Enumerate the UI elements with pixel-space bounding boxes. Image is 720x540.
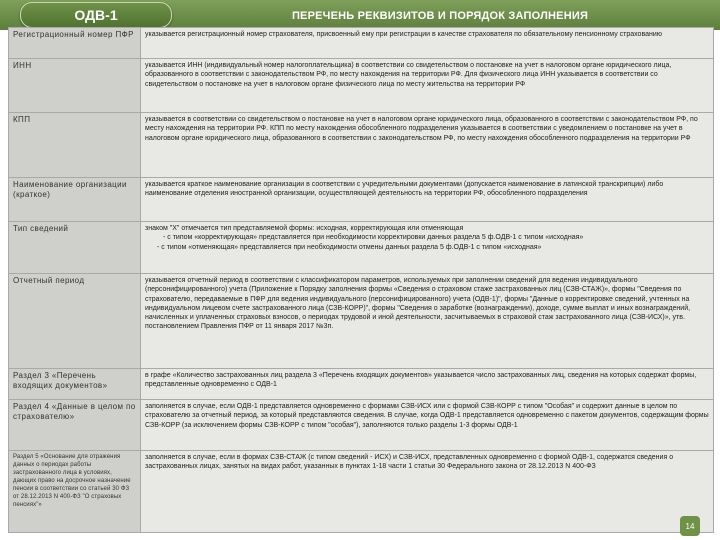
row-text: в графе «Количество застрахованных лиц раздела 3 «Перечень входящих документов» указывается число застрахованных лиц, сведения на которых содержат формы, представленные одновременно с ОДВ-1 (141, 369, 714, 400)
row-label: ИНН (9, 59, 141, 113)
row-text: указывается отчетный период в соответствии с классификатором параметров, используемых при заполнении сведений для ведения индивидуального (персонифицированного) учета (Приложение к Порядку заполнения формы «Сведения о страховом стаже застрахованных лиц (СЗВ-СТАЖ)», формы "Сведения по страхователю, передаваемые в ПФР для ведения индивидуального (персонифицированного) учета (ОДВ-1)", формы "Данные о корректировке сведений, учтенных на индивидуальном лицевом счете застрахованного лица (СЗВ-КОРР)", формы "Сведения о заработке (вознаграждении), доходе, сумме выплат и иных вознаграждений, начисленных и уплаченных страховых взносов, о периодах трудовой и иной деятельности, засчитываемых в страховой стаж застрахованного лица (СЗВ-ИСХ)», утв. постановлением Правления ПФР от 11 января 2017 №3п. (141, 274, 714, 369)
table-row (9, 400, 714, 451)
page-number: 14 (680, 516, 700, 536)
row-label: Отчетный период (9, 274, 141, 369)
row-text (141, 222, 714, 274)
form-badge: ОДВ-1 (20, 2, 172, 28)
row-label: КПП (9, 113, 141, 178)
table-row (9, 274, 714, 369)
row-text-line: знаком "Х" отмечается тип представляемой формы: исходная, корректирующая или отменяющая (145, 225, 464, 232)
row-text: указывается в соответствии со свидетельством о постановке на учет в налоговом органе юридического лица, образованного в соответствии с законодательством РФ, по месту нахождения на территории РФ. КПП по месту нахождения обособленного подразделения указывается в соответствии с уведомлением о постановке на учет в налоговом органе юридического лица, образованного в соответствии с законодательством РФ, по месту нахождения обособленного подразделения на территории РФ (141, 113, 714, 178)
table-row (9, 451, 714, 533)
row-label: Тип сведений (9, 222, 141, 274)
row-text: заполняется в случае, если в формах СЗВ-СТАЖ (с типом сведений - ИСХ) и СЗВ-ИСХ, представленных одновременно с формой ОДВ-1, содержатся сведения о застрахованных лицах, занятых на видах работ, указанных в пунктах 1-18 части 1 статьи 30 Федерального закона от 28.12.2013 N 400-ФЗ (141, 451, 714, 533)
row-text-line: - с типом «корректирующая» представляется при необходимости корректировки данных раздела 5 ф.ОДВ-1 с типом «исходная» (163, 234, 584, 242)
requisites-table (8, 27, 714, 533)
row-label: Наименование организации (краткое) (9, 178, 141, 222)
table-row (9, 178, 714, 222)
table-row (9, 59, 714, 113)
row-text: указывается краткое наименование организации в соответствии с учредительными документами (допускается наименование в латинской транскрипции) либо наименование отделения иностранной организации, осуществляющей деятельность на территории РФ, обособленного подразделения (141, 178, 714, 222)
row-label: Регистрационный номер ПФР (9, 28, 141, 59)
row-text: указывается ИНН (индивидуальный номер налогоплательщика) в соответствии со свидетельством о постановке на учет в налоговом органе юридического лица, образованного в соответствии с законодательством РФ, по месту нахождения на территории РФ. Для физического лица ИНН указывается в соответствии со свидетельством о постановке на учет в налоговом органе физического лица по месту жительства на территории РФ (141, 59, 714, 113)
row-text: указывается регистрационный номер страхователя, присвоенный ему при регистрации в качестве страхователя по обязательному пенсионному страхованию (141, 28, 714, 59)
row-label: Раздел 5 «Основание для отражения данных о периодах работы застрахованного лица в условиях, дающих право на досрочное назначение пенсии в соответствии со статьей 30 ФЗ от 28.12.2013 N 400-ФЗ "О страховых пенсиях"» (9, 451, 141, 533)
row-label: Раздел 4 «Данные в целом по страхователю» (9, 400, 141, 451)
table-row (9, 28, 714, 59)
row-text-line: - с типом «отменяющая» представляется при необходимости отмены данных раздела 5 ф.ОДВ-1 с типом «исходная» (157, 243, 542, 251)
row-text: заполняется в случае, если ОДВ-1 представляется одновременно с формами СЗВ-ИСХ или с формой СЗВ-КОРР с типом "Особая" и содержит данные в целом по страхователю за отчетный период, за который представляются сведения. В случае, когда ОДВ-1 представляется одновременно с пакетом документов, содержащим формы СЗВ-КОРР (за исключением формы СЗВ-КОРР с типом "особая"), заполняются только разделы 1-3 формы ОДВ-1 (141, 400, 714, 451)
table-row (9, 222, 714, 274)
table-row (9, 113, 714, 178)
page-title: ПЕРЕЧЕНЬ РЕКВИЗИТОВ И ПОРЯДОК ЗАПОЛНЕНИЯ (291, 10, 589, 22)
table-row (9, 369, 714, 400)
row-label: Раздел 3 «Перечень входящих документов» (9, 369, 141, 400)
